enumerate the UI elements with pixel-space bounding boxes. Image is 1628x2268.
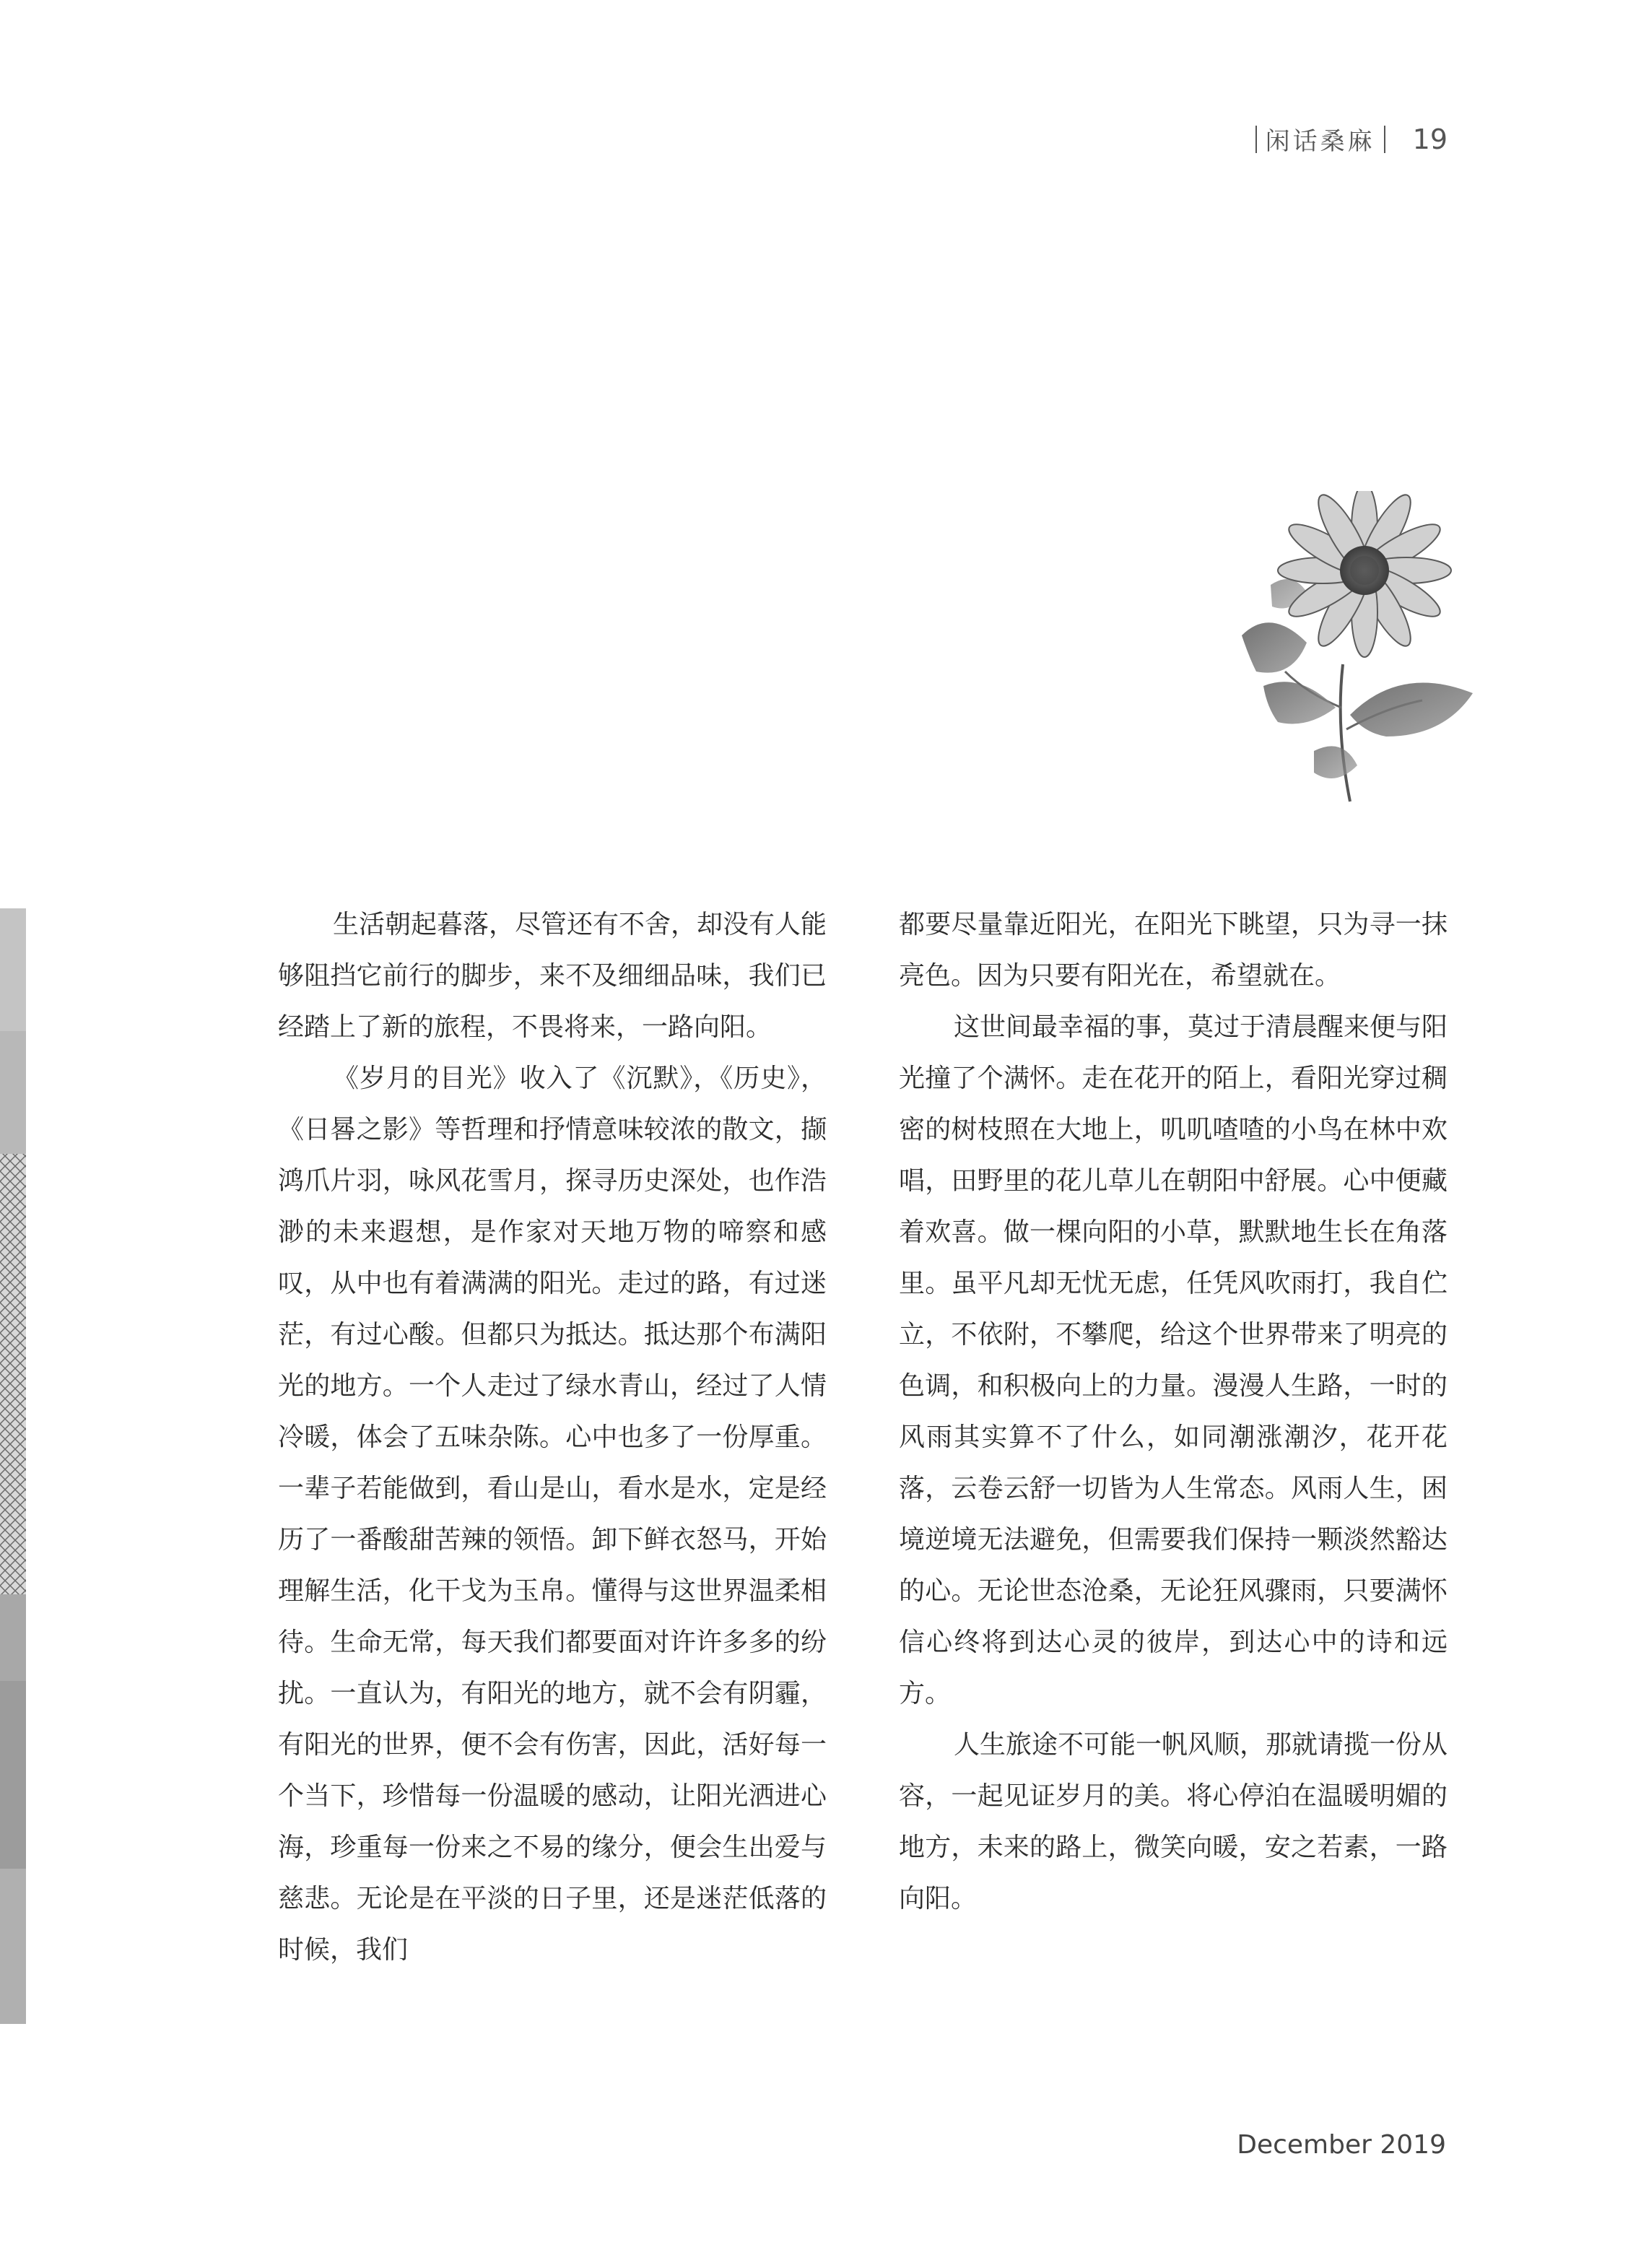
header-divider-right	[1384, 126, 1385, 153]
paragraph-continued: 都要尽量靠近阳光，在阳光下眺望，只为寻一抹亮色。因为只要有阳光在，希望就在。	[899, 910, 1448, 991]
page-number: 19	[1412, 123, 1448, 155]
flower-illustration-icon	[1227, 491, 1487, 809]
edge-photo-strip	[0, 908, 26, 2024]
section-title: 闲话桑麻	[1265, 127, 1375, 156]
running-header	[1247, 121, 1448, 157]
paragraph: 《岁月的目光》收入了《沉默》，《历史》，《日晷之影》等哲理和抒情意味较浓的散文，撷鸿爪片羽，咏风花雪月，探寻历史深处，也作浩渺的未来遐想，是作家对天地万物的啼察和感叹，从中也有着满满的阳光。走过的路，有过迷茫，有过心酸。但都只为抵达。抵达那个布满阳光的地方。一个人走过了绿水青山，经过了人情冷暖，体会了五味杂陈。心中也多了一份厚重。一辈子若能做到，看山是山，看水是水，定是经历了一番酸甜苦辣的领悟。卸下鲜衣怒马，开始理解生活，化干戈为玉帛。懂得与这世界温柔相待。生命无常，每天我们都要面对许许多多的纷扰。一直认为，有阳光的地方，就不会有阴霾，有阳光的世界，便不会有伤害，因此，活好每一个当下，珍惜每一份温暖的感动，让阳光洒进心海，珍重每一份来之不易的缘分，便会生出爱与慈悲。无论是在平淡的日子里，还是迷茫低落的时候，我们	[278, 1064, 827, 1965]
article-column-right	[899, 899, 1448, 1924]
issue-date: December 2019	[1237, 2130, 1446, 2160]
header-divider-left	[1255, 126, 1257, 153]
paragraph: 生活朝起暮落，尽管还有不舍，却没有人能够阻挡它前行的脚步，来不及细细品味，我们已经踏上了新的旅程，不畏将来，一路向阳。	[278, 910, 827, 1042]
paragraph: 这世间最幸福的事，莫过于清晨醒来便与阳光撞了个满怀。走在花开的陌上，看阳光穿过稠密的树枝照在大地上，叽叽喳喳的小鸟在林中欢唱，田野里的花儿草儿在朝阳中舒展。心中便藏着欢喜。做一棵向阳的小草，默默地生长在角落里。虽平凡却无忧无虑，任凭风吹雨打，我自伫立，不依附，不攀爬，给这个世界带来了明亮的色调，和积极向上的力量。漫漫人生路，一时的风雨其实算不了什么，如同潮涨潮汐，花开花落，云卷云舒一切皆为人生常态。风雨人生，困境逆境无法避免，但需要我们保持一颗淡然豁达的心。无论世态沧桑，无论狂风骤雨，只要满怀信心终将到达心灵的彼岸，到达心中的诗和远方。	[899, 1012, 1448, 1708]
article-column-left	[278, 899, 827, 1976]
paragraph: 人生旅途不可能一帆风顺，那就请揽一份从容，一起见证岁月的美。将心停泊在温暖明媚的地方，未来的路上，微笑向暖，安之若素，一路向阳。	[899, 1730, 1448, 1913]
